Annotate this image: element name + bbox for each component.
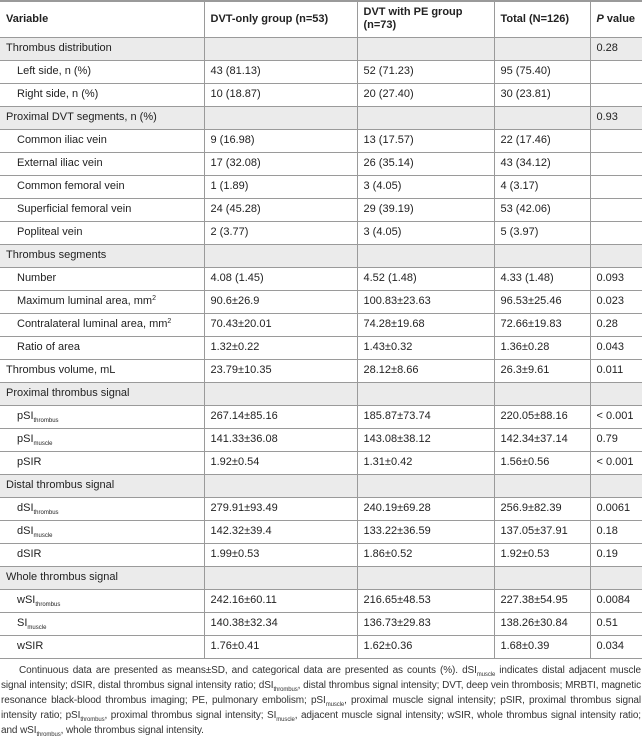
value-cell: 1.31±0.42 [357,451,494,474]
table-row [0,612,642,635]
section-row [0,106,642,129]
p-value-cell: 0.0084 [590,589,642,612]
value-cell: 13 (17.57) [357,129,494,152]
p-value-cell [590,221,642,244]
table-footnote [0,659,642,738]
value-cell: 74.28±19.68 [357,313,494,336]
value-cell: 216.65±48.53 [357,589,494,612]
header-row [0,1,642,37]
table-row [0,543,642,566]
value-cell [494,474,590,497]
value-cell: 28.12±8.66 [357,359,494,382]
value-cell: 90.6±26.9 [204,290,357,313]
header-dvt-only: DVT-only group (n=53) [204,1,357,37]
value-cell [357,37,494,60]
value-cell: 138.26±30.84 [494,612,590,635]
footnote-text: , distal thrombus signal intensity; DVT, deep vein thrombosis; MRBTI, magnetic resonance black-blood thrombus imaging; PE, pulmonary embolism; pSI [1,679,641,706]
table-row [0,520,642,543]
variable-cell: Proximal DVT segments, n (%) [0,106,204,129]
value-cell: 70.43±20.01 [204,313,357,336]
footnote-text: thrombus [36,731,61,738]
variable-cell: dSIR [0,543,204,566]
value-cell: 136.73±29.83 [357,612,494,635]
value-cell: 17 (32.08) [204,152,357,175]
variable-cell: Superficial femoral vein [0,198,204,221]
value-cell: 4.08 (1.45) [204,267,357,290]
p-value-cell: 0.51 [590,612,642,635]
table-row [0,405,642,428]
section-row [0,37,642,60]
value-cell: 4.33 (1.48) [494,267,590,290]
variable-cell: Common iliac vein [0,129,204,152]
p-value-cell: 0.0061 [590,497,642,520]
value-cell: 26.3±9.61 [494,359,590,382]
header-variable: Variable [0,1,204,37]
p-value-cell: 0.93 [590,106,642,129]
header-dvt-pe: DVT with PE group (n=73) [357,1,494,37]
value-cell: 20 (27.40) [357,83,494,106]
footnote-text: , proximal thrombus signal intensity; SI [104,709,277,721]
table-row [0,152,642,175]
table-row [0,359,642,382]
value-cell: 1.32±0.22 [204,336,357,359]
value-cell [204,474,357,497]
p-value-cell: < 0.001 [590,451,642,474]
value-cell: 1 (1.89) [204,175,357,198]
variable-cell: Common femoral vein [0,175,204,198]
value-cell: 29 (39.19) [357,198,494,221]
p-value-cell [590,175,642,198]
p-value-cell: 0.28 [590,313,642,336]
table-row [0,313,642,336]
value-cell: 1.43±0.32 [357,336,494,359]
value-cell: 1.86±0.52 [357,543,494,566]
value-cell: 143.08±38.12 [357,428,494,451]
table-row [0,497,642,520]
table-row [0,635,642,658]
value-cell: 4 (3.17) [494,175,590,198]
table-row [0,221,642,244]
variable-cell: External iliac vein [0,152,204,175]
value-cell [204,244,357,267]
variable-cell: Ratio of area [0,336,204,359]
value-cell: 26 (35.14) [357,152,494,175]
section-row [0,244,642,267]
variable-cell: wSI$_{thrombus}$ [0,589,204,612]
value-cell [357,566,494,589]
value-cell: 10 (18.87) [204,83,357,106]
header-total: Total (N=126) [494,1,590,37]
section-row [0,566,642,589]
footnote-text: muscle [476,671,496,678]
value-cell: 1.36±0.28 [494,336,590,359]
value-cell: 22 (17.46) [494,129,590,152]
table-row [0,198,642,221]
value-cell: 100.83±23.63 [357,290,494,313]
variable-cell: Whole thrombus signal [0,566,204,589]
footnote-text: , proximal muscle signal intensity; pSIR, proximal thrombus signal intensity ratio; pSI [1,694,641,721]
p-value-cell: 0.034 [590,635,642,658]
value-cell: 52 (71.23) [357,60,494,83]
value-cell: 95 (75.40) [494,60,590,83]
variable-cell: Distal thrombus signal [0,474,204,497]
value-cell [204,106,357,129]
footnote-text: thrombus [273,686,298,693]
table-row [0,290,642,313]
p-value-cell [590,382,642,405]
value-cell: 279.91±93.49 [204,497,357,520]
value-cell: 1.92±0.53 [494,543,590,566]
p-value-cell: 0.79 [590,428,642,451]
value-cell: 141.33±36.08 [204,428,357,451]
value-cell: 267.14±85.16 [204,405,357,428]
p-value-cell [590,152,642,175]
variable-cell: Number [0,267,204,290]
value-cell: 24 (45.28) [204,198,357,221]
table-row [0,60,642,83]
value-cell [204,382,357,405]
variable-cell: Contralateral luminal area, $mm^2$ [0,313,204,336]
value-cell: 2 (3.77) [204,221,357,244]
variable-cell: Thrombus distribution [0,37,204,60]
table-row [0,129,642,152]
value-cell: 142.34±37.14 [494,428,590,451]
variable-cell: $SI_{muscle}$ [0,612,204,635]
value-cell: 43 (81.13) [204,60,357,83]
variable-cell: Thrombus volume, mL [0,359,204,382]
value-cell [494,244,590,267]
section-row [0,474,642,497]
value-cell: 133.22±36.59 [357,520,494,543]
p-value-cell [590,83,642,106]
footnote-text: , whole thrombus signal intensity. [60,724,204,736]
value-cell: 72.66±19.83 [494,313,590,336]
value-cell: 1.56±0.56 [494,451,590,474]
value-cell: 23.79±10.35 [204,359,357,382]
p-value-cell: 0.023 [590,290,642,313]
p-value-cell [590,60,642,83]
value-cell: 137.05±37.91 [494,520,590,543]
table-row [0,336,642,359]
value-cell [204,566,357,589]
value-cell [357,244,494,267]
value-cell: 220.05±88.16 [494,405,590,428]
value-cell: 256.9±82.39 [494,497,590,520]
value-cell [357,474,494,497]
footnote-text: thrombus [80,716,105,723]
value-cell: 5 (3.97) [494,221,590,244]
value-cell: 1.92±0.54 [204,451,357,474]
value-cell: 242.16±60.11 [204,589,357,612]
table-row [0,451,642,474]
p-value-cell [590,244,642,267]
p-value-cell: 0.093 [590,267,642,290]
variable-cell: pSI$_{thrombus}$ [0,405,204,428]
value-cell [494,566,590,589]
p-value-cell: 0.043 [590,336,642,359]
table-row [0,175,642,198]
value-cell [494,37,590,60]
value-cell [204,37,357,60]
value-cell: 1.76±0.41 [204,635,357,658]
value-cell: 1.68±0.39 [494,635,590,658]
table-row [0,428,642,451]
footnote-text: Continuous data are presented as means±SD, and categorical data are presented as counts (%). dSI [19,664,477,676]
footnote-text: muscle [276,716,295,723]
value-cell: 227.38±54.95 [494,589,590,612]
value-cell: 53 (42.06) [494,198,590,221]
footnote-text: indicates distal adjacent muscle signal intensity; dSIR, distal thrombus signal intensity ratio; dSI [1,664,641,691]
p-value-cell: < 0.001 [590,405,642,428]
value-cell: 3 (4.05) [357,175,494,198]
section-row [0,382,642,405]
table-row [0,83,642,106]
variable-cell: Right side, n (%) [0,83,204,106]
p-value-cell [590,566,642,589]
footnote-text: muscle [325,701,345,708]
p-value-cell: 0.19 [590,543,642,566]
value-cell: 140.38±32.34 [204,612,357,635]
footnote-text: , adjacent muscle signal intensity; wSIR, whole thrombus signal intensity ratio; and wSI [1,709,641,736]
table-row [0,267,642,290]
p-value-cell: 0.28 [590,37,642,60]
value-cell: 142.32±39.4 [204,520,357,543]
p-value-cell [590,474,642,497]
value-cell [494,106,590,129]
table-row [0,589,642,612]
p-value-cell: 0.18 [590,520,642,543]
header-p-value: P value [590,1,642,37]
value-cell: 1.62±0.36 [357,635,494,658]
variable-cell: Proximal thrombus signal [0,382,204,405]
value-cell: 1.99±0.53 [204,543,357,566]
value-cell [494,382,590,405]
variable-cell: dSI$_{muscle}$ [0,520,204,543]
value-cell: 43 (34.12) [494,152,590,175]
table-body [0,37,642,658]
value-cell: 30 (23.81) [494,83,590,106]
value-cell: 240.19±69.28 [357,497,494,520]
variable-cell: Popliteal vein [0,221,204,244]
value-cell: 3 (4.05) [357,221,494,244]
variable-cell: pSIR [0,451,204,474]
variable-cell: dSI$_{thrombus}$ [0,497,204,520]
value-cell: 96.53±25.46 [494,290,590,313]
variable-cell: wSIR [0,635,204,658]
value-cell [357,106,494,129]
variable-cell: pSI$_{muscle}$ [0,428,204,451]
value-cell: 9 (16.98) [204,129,357,152]
variable-cell: Left side, n (%) [0,60,204,83]
value-cell [357,382,494,405]
value-cell: 185.87±73.74 [357,405,494,428]
p-value-cell [590,129,642,152]
variable-cell: Maximum luminal area, $mm^2$ [0,290,204,313]
variable-cell: Thrombus segments [0,244,204,267]
p-value-cell [590,198,642,221]
p-value-cell: 0.011 [590,359,642,382]
value-cell: 4.52 (1.48) [357,267,494,290]
